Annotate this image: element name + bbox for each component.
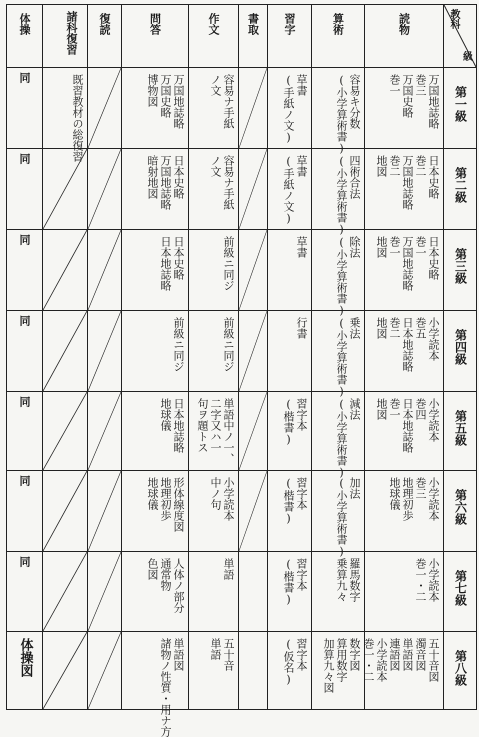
header-tokuhon: 読物 — [365, 5, 444, 68]
cell-taiso — [7, 230, 43, 311]
cell-tokuhon — [365, 230, 444, 311]
cell-sakubun — [189, 68, 239, 149]
cell-shuji — [268, 392, 312, 471]
grade-label: 第三級 — [453, 248, 468, 284]
cell-grade — [444, 230, 477, 311]
empty-cell-slash — [43, 311, 87, 391]
cell-shotori — [239, 149, 268, 230]
grade-label: 第六級 — [453, 489, 468, 525]
cell-taiso — [7, 552, 43, 632]
cell-mondo — [122, 471, 189, 552]
cell-mondo — [122, 68, 189, 149]
cell-text: 小学読本 巻四 日本地誌略 巻一 地図 — [375, 398, 440, 453]
cell-text: 日本地誌略 地球儀 — [159, 398, 185, 453]
cell-shuji — [268, 230, 312, 311]
header-sakubun: 作文 — [189, 5, 239, 68]
cell-text: 同 — [18, 153, 31, 164]
cell-sanjutsu — [312, 311, 365, 398]
cell-mondo — [122, 311, 189, 392]
cell-mondo — [122, 149, 189, 230]
cell-sakubun — [189, 552, 239, 632]
cell-text: 同 — [18, 234, 31, 245]
empty-cell-slash — [239, 68, 267, 148]
cell-text: 既習教材の総復習 — [71, 74, 84, 162]
empty-cell-slash — [43, 149, 87, 229]
cell-shuji — [268, 552, 312, 632]
empty-cell-slash — [43, 552, 87, 631]
cell-tokuhon — [365, 68, 444, 149]
cell-text: 五十音 単語 — [209, 638, 235, 671]
cell-text: 羅馬数字 乗算九々 — [335, 558, 361, 602]
empty-cell-slash — [88, 632, 121, 709]
cell-taiso — [7, 149, 43, 230]
cell-text: 容易キ分数 (小学算術書) — [335, 74, 361, 155]
cell-grade — [444, 311, 477, 392]
cell-text: 単語中ノ一、 二字又ハ一 句ヲ題トス — [196, 398, 235, 464]
cell-text: 単語 — [222, 558, 235, 580]
cell-shotori — [239, 230, 268, 311]
header-kyoka-label: 教科 — [448, 9, 459, 29]
empty-cell-slash — [239, 471, 267, 551]
cell-fukudoku — [88, 552, 122, 632]
grade-label: 第八級 — [453, 650, 468, 686]
cell-text: 体操図 — [17, 638, 33, 677]
cell-text: 人体ノ部分 通常物 色図 — [146, 558, 185, 613]
cell-taiso — [7, 471, 43, 552]
cell-mondo — [122, 552, 189, 632]
table-row — [7, 68, 477, 149]
cell-fukudoku — [88, 230, 122, 311]
cell-text: 前級ニ同ジ — [172, 317, 185, 372]
empty-cell-slash — [88, 230, 121, 310]
cell-fukudoku — [88, 471, 122, 552]
header-shoka: 諸科復習 — [43, 5, 88, 68]
cell-text: 草書 (手紙ノ文) — [282, 155, 308, 225]
cell-tokuhon — [365, 311, 444, 392]
cell-text: 数字図 算用数字 加算九々図 — [322, 638, 361, 693]
cell-text: 前級ニ同ジ — [222, 317, 235, 372]
cell-sanjutsu — [312, 68, 365, 155]
cell-shuji — [268, 632, 312, 710]
cell-text: 日本史略 巻一 万国地誌略 巻一 地図 — [375, 236, 440, 291]
empty-cell-slash — [88, 471, 121, 551]
cell-mondo — [122, 230, 189, 311]
empty-cell-slash — [43, 392, 87, 470]
cell-text: 小学読本 巻三 地理初歩 地球儀 — [388, 477, 440, 521]
cell-shoka — [43, 471, 88, 552]
table-row — [7, 311, 477, 392]
empty-cell-slash — [43, 230, 87, 310]
cell-fukudoku — [88, 311, 122, 392]
cell-text: 同 — [18, 475, 31, 486]
header-fukudoku: 復読 — [88, 5, 122, 68]
cell-text: 同 — [18, 556, 31, 567]
cell-tokuhon — [365, 392, 444, 471]
empty-cell-slash — [88, 392, 121, 470]
cell-text: 容易ナ手紙 ノ文 — [209, 155, 235, 210]
cell-taiso — [7, 392, 43, 471]
header-shuji: 習字 — [268, 5, 312, 68]
cell-shoka — [43, 632, 88, 710]
cell-grade — [444, 149, 477, 230]
cell-text: 容易ナ手紙 ノ文 — [209, 74, 235, 129]
cell-text: 同 — [18, 72, 31, 83]
cell-text: 小学読本 中ノ句 — [209, 477, 235, 521]
cell-sanjutsu — [312, 149, 365, 236]
grade-label: 第一級 — [453, 86, 468, 122]
cell-shotori — [239, 471, 268, 552]
header-kyu-label: 級 — [463, 52, 473, 63]
cell-text: 小学読本 巻一・二 — [414, 558, 440, 602]
cell-sakubun — [189, 632, 239, 710]
cell-text: 草書 (手紙ノ文) — [282, 74, 308, 144]
cell-shotori — [239, 392, 268, 471]
cell-sanjutsu — [312, 392, 365, 479]
cell-grade — [444, 552, 477, 632]
cell-shuji — [268, 68, 312, 149]
cell-text: 前級ニ同ジ — [222, 236, 235, 291]
cell-taiso — [7, 68, 43, 149]
empty-cell-slash — [43, 471, 87, 551]
cell-text: 除法 (小学算術書) — [335, 236, 361, 317]
header-sanjutsu: 算術 — [312, 5, 365, 68]
cell-mondo — [122, 632, 189, 737]
empty-cell-slash — [239, 149, 267, 229]
cell-shotori — [239, 311, 268, 392]
cell-fukudoku — [88, 632, 122, 710]
grade-label: 第四級 — [453, 329, 468, 365]
cell-text: 同 — [18, 315, 31, 326]
cell-shoka — [43, 230, 88, 311]
table-row — [7, 392, 477, 471]
cell-shotori — [239, 632, 268, 710]
cell-shoka — [43, 552, 88, 632]
cell-text: 五十音図 濁音図 単語図 連語図 小学読本 巻一・二 — [362, 638, 440, 682]
cell-taiso — [7, 632, 43, 710]
cell-fukudoku — [88, 68, 122, 149]
cell-text: 同 — [18, 396, 31, 407]
cell-tokuhon — [365, 552, 444, 632]
grade-label: 第五級 — [453, 410, 468, 446]
cell-text: 習字本 (楷書) — [282, 477, 308, 525]
cell-text: 小学読本 巻五 日本地誌略 巻二 地図 — [375, 317, 440, 372]
cell-text: 習字本 (楷書) — [282, 558, 308, 606]
cell-shuji — [268, 149, 312, 230]
grade-label: 第二級 — [453, 167, 468, 203]
empty-cell-slash — [43, 632, 87, 709]
cell-text: 加法 (小学算術書) — [335, 477, 361, 558]
cell-grade — [444, 68, 477, 149]
cell-tokuhon — [365, 471, 444, 552]
cell-sanjutsu — [312, 632, 365, 710]
empty-cell-slash — [88, 311, 121, 391]
table-row — [7, 149, 477, 230]
cell-text: 日本史略 万国地誌略 暗射地図 — [146, 155, 185, 210]
cell-sanjutsu — [312, 552, 365, 632]
cell-text: 日本史略 巻二 万国地誌略 巻二 地図 — [375, 155, 440, 210]
cell-mondo — [122, 392, 189, 471]
grade-label: 第七級 — [453, 570, 468, 606]
header-taiso: 体操 — [7, 5, 43, 68]
cell-tokuhon — [365, 149, 444, 230]
cell-grade — [444, 392, 477, 471]
table-row — [7, 632, 477, 710]
cell-text: 習字本 (仮名) — [282, 638, 308, 686]
cell-shuji — [268, 471, 312, 552]
cell-text: 乗法 (小学算術書) — [335, 317, 361, 398]
cell-sakubun — [189, 392, 239, 471]
cell-shotori — [239, 68, 268, 149]
cell-shotori — [239, 552, 268, 632]
cell-text: 四術合法 (小学算術書) — [335, 155, 361, 236]
cell-shoka — [43, 311, 88, 392]
empty-cell-slash — [88, 149, 121, 229]
cell-text: 単語図 諸物ノ性質・用ナ方 — [159, 638, 185, 737]
cell-fukudoku — [88, 149, 122, 230]
table-row — [7, 230, 477, 311]
empty-cell-slash — [88, 552, 121, 631]
table-row — [7, 471, 477, 552]
empty-cell-slash — [239, 311, 267, 391]
header-shotori: 書取 — [239, 5, 268, 68]
cell-text: 習字本 (楷書) — [282, 398, 308, 446]
cell-shuji — [268, 311, 312, 392]
cell-sakubun — [189, 230, 239, 311]
cell-sanjutsu — [312, 471, 365, 558]
cell-sakubun — [189, 149, 239, 230]
cell-shoka — [43, 68, 88, 162]
cell-sanjutsu — [312, 230, 365, 317]
cell-text: 日本史略 日本地誌略 — [159, 236, 185, 291]
header-mondo: 問答 — [122, 5, 189, 68]
curriculum-table — [6, 4, 477, 737]
cell-taiso — [7, 311, 43, 392]
cell-text: 減法 (小学算術書) — [335, 398, 361, 479]
empty-cell-slash — [239, 392, 267, 470]
cell-text: 草書 — [295, 236, 308, 258]
header-row — [7, 5, 477, 68]
cell-sakubun — [189, 471, 239, 552]
cell-grade — [444, 471, 477, 552]
cell-shoka — [43, 149, 88, 230]
cell-fukudoku — [88, 392, 122, 471]
cell-text: 万国地誌略 巻三 万国史略 巻一 — [388, 74, 440, 129]
empty-cell-slash — [239, 230, 267, 310]
cell-text: 万国地誌略 万国史略 博物図 — [146, 74, 185, 129]
cell-tokuhon — [362, 632, 444, 710]
cell-text: 形体線度図 地理初歩 地球儀 — [146, 477, 185, 532]
table-row — [7, 552, 477, 632]
cell-sakubun — [189, 311, 239, 392]
cell-grade — [444, 632, 477, 710]
cell-text: 行書 — [295, 317, 308, 339]
header-kyoka-kyu — [444, 5, 477, 68]
empty-cell-slash — [88, 68, 121, 148]
cell-shoka — [43, 392, 88, 471]
